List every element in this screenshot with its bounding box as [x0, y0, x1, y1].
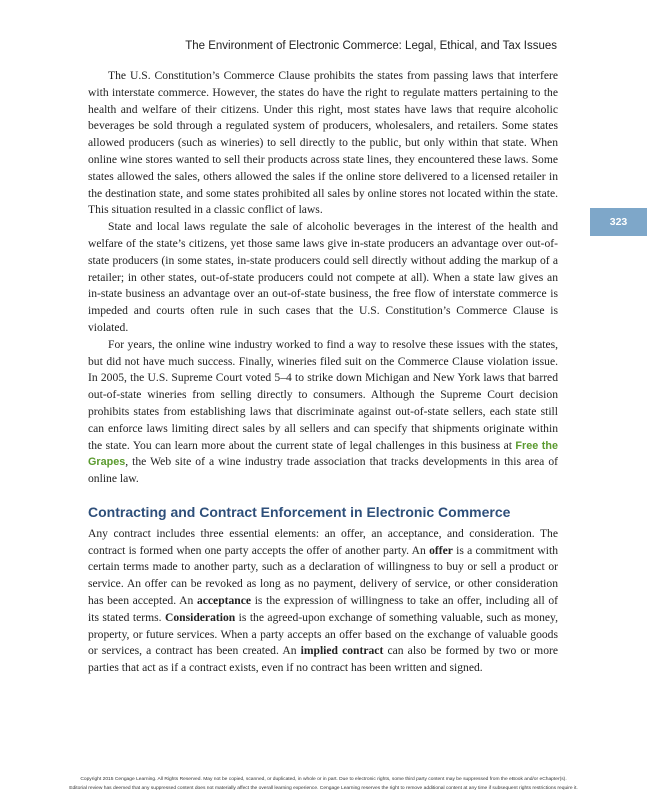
- paragraph-commerce-clause: The U.S. Constitution’s Commerce Clause prohibits the states from passing laws that interfere with interstate commerce. However, the states do have the right to regulate matters pertaining to the health and welfare of their citizens. Under this right, most states have laws that require alcoholic beverages be sold through a regulated system of producers, wholesalers, and retailers. Some states allowed producers (such as wineries) to sell directly to the public, but only within that state. When online wine stores wanted to sell their products across state lines, they encountered these laws. Some states allowed the sales, others allowed the sales if the online store delivered to a licensed retailer in the destination state, and some states prohibited all sales by online stores not located within the state. This situation resulted in a classic conflict of laws.: [88, 69, 558, 217]
- key-term: acceptance: [196, 593, 252, 607]
- key-term: offer: [429, 543, 453, 557]
- free-the-grapes-link[interactable]: Free the Grapes: [88, 439, 558, 469]
- key-term: Consideration: [164, 610, 236, 624]
- section-body-contracting: [88, 526, 558, 677]
- main-text-column: [88, 68, 558, 677]
- copyright-line-2: Editorial review has deemed that any suppressed content does not materially affect the overall learning experience. Cengage Learning reserves the right to remove additional content at any time if subsequent rights restrictions require it.: [69, 785, 578, 791]
- paragraph-state-local-laws: State and local laws regulate the sale of alcoholic beverages in the interest of the health and welfare of the state’s citizens, yet those same laws give in-state producers an advantage over out-of-state producers (in some states, in-state producers could sell directly without adding the markup of a retailer; in other states, out-of-state producers could not compete at all). When a state law gives an in-state business an advantage over an out-of-state business, the free flow of interstate commerce is impeded and courts often rule in such cases that the U.S. Constitution’s Commerce Clause is violated.: [88, 220, 558, 334]
- copyright-line-1: Copyright 2015 Cengage Learning. All Rights Reserved. May not be copied, scanned, or duplicated, in whole or in part. Due to electronic rights, some third party content may be suppressed from the eBook and/or eChapter(s).: [80, 777, 567, 782]
- paragraph-text-after-link: , the Web site of a wine industry trade association that tracks developments in this area of online law.: [88, 455, 558, 486]
- paragraph-segment: is the agreed-upon exchange of something valuable, such as money, property, or future services. When a party accepts an offer based on the exchange of valuable goods or services, a contract has been created. An: [88, 610, 558, 658]
- paragraph-contract-elements: [88, 526, 558, 677]
- paragraph-segment: is the expression of willingness to take an offer, including all of its stated terms.: [88, 593, 558, 624]
- paragraph-segment: Any contract includes three essential elements: an offer, an acceptance, and consideration. The contract is formed when one party accepts the offer of another party. An: [88, 526, 558, 557]
- section-heading-contracting: Contracting and Contract Enforcement in Electronic Commerce: [88, 503, 511, 520]
- paragraph-segment: is a commitment with certain terms made to another party, such as a declaration of willingness to buy or sell a product or service. An offer can be revoked as long as no payment, delivery of service, or other consideration has been accepted. An: [88, 543, 558, 607]
- paragraph-text-before-link: For years, the online wine industry worked to find a way to resolve these issues with the states, but did not have much success. Finally, wineries filed suit on the Commerce Clause violation issue. In 2005, the U.S. Supreme Court voted 5–4 to strike down Michigan and New York laws that barred out-of-state wineries from selling directly to consumers. Although the Supreme Court decision prohibits states from establishing laws that discriminate against out-of-state sellers, each state still can enforce laws limiting direct sales by all sellers and can specify that shipments originate within the state. You can learn more about the current state of legal challenges in this business at: [88, 337, 558, 452]
- key-term: implied contract: [300, 644, 384, 658]
- paragraph-online-wine-industry: [88, 337, 558, 488]
- page-number-tab: 323: [590, 208, 647, 236]
- paragraph-segment: can also be formed by two or more parties that act as if a contract exists, even if no contract has been written and signed.: [88, 644, 558, 675]
- running-head-title: The Environment of Electronic Commerce: Legal, Ethical, and Tax Issues: [185, 40, 557, 52]
- copyright-footer: [12, 776, 635, 793]
